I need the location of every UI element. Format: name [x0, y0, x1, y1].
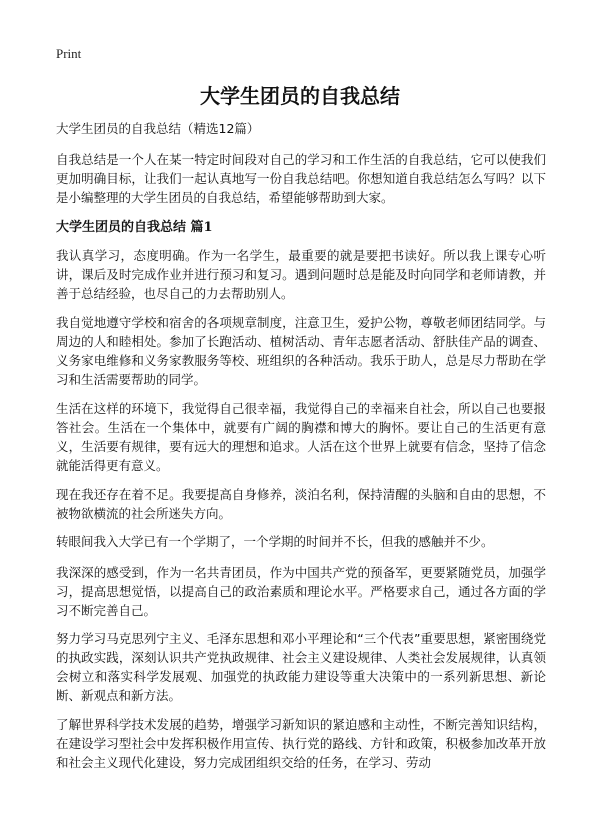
intro-paragraph: 自我总结是一个人在某一特定时间段对自己的学习和工作生活的自我总结，它可以使我们更加明确目标，让我们一起认真地写一份自我总结吧。你想知道自我总结怎么写吗？以下是小编整理的大学生团员的自我总结，希望能够帮助到大家。: [56, 152, 546, 205]
document-subtitle: 大学生团员的自我总结（精选12篇）: [56, 121, 260, 136]
section-heading: 大学生团员的自我总结 篇1: [56, 220, 213, 235]
paragraph-2: 我自觉地遵守学校和宿舍的各项规章制度，注意卫生，爱护公物，尊敬老师团结同学。与周边的人和睦相处。参加了长跑活动、植树活动、青年志愿者活动、舒肤佳产品的调查、义务家电维修和义务家教服务等校、班组织的各种活动。我乐于助人，总是尽力帮助在学习和生活需要帮助的同学。: [56, 315, 546, 387]
paragraph-7: 努力学习马克思列宁主义、毛泽东思想和邓小平理论和“三个代表”重要思想，紧密围绕党的执政实践，深刻认识共产党执政规律、社会主义建设规律、人类社会发展规律，认真领会树立和落实科学发展观、加强党的执政能力建设等重大决策中的一系列新思想、新论断、新观点和新方法。: [56, 631, 546, 703]
print-link[interactable]: Print: [56, 46, 82, 61]
page-title: 大学生团员的自我总结: [200, 84, 400, 108]
paragraph-6: 我深深的感受到，作为一名共青团员，作为中国共产党的预备军，更要紧随党员，加强学习，提高思想觉悟，以提高自己的政治素质和理论水平。严格要求自己，通过各方面的学习不断完善自己。: [56, 565, 546, 618]
paragraph-8: 了解世界科学技术发展的趋势，增强学习新知识的紧迫感和主动性，不断完善知识结构，在建设学习型社会中发挥积极作用宣传、执行党的路线、方针和政策，积极参加改革开放和社会主义现代化建设，努力完成团组织交给的任务，在学习、劳动: [56, 717, 546, 770]
paragraph-5: 转眼间我入大学已有一个学期了，一个学期的时间并不长，但我的感触并不少。: [56, 534, 494, 549]
paragraph-3: 生活在这样的环境下，我觉得自己很幸福，我觉得自己的幸福来自社会，所以自己也要报答社会。生活在一个集体中，就要有广阔的胸襟和博大的胸怀。要让自己的生活更有意义，生活要有规律，要有远大的理想和追求。人活在这个世界上就要有信念，坚持了信念就能活得更有意义。: [56, 401, 546, 473]
paragraph-4: 现在我还存在着不足。我要提高自身修养，淡泊名利，保持清醒的头脑和自由的思想，不被物欲横流的社会所迷失方向。: [56, 487, 546, 521]
paragraph-1: 我认真学习，态度明确。作为一名学生，最重要的就是要把书读好。所以我上课专心听讲，课后及时完成作业并进行预习和复习。遇到问题时总是能及时向同学和老师请教，并善于总结经验，也尽自己的力去帮助别人。: [56, 248, 546, 301]
